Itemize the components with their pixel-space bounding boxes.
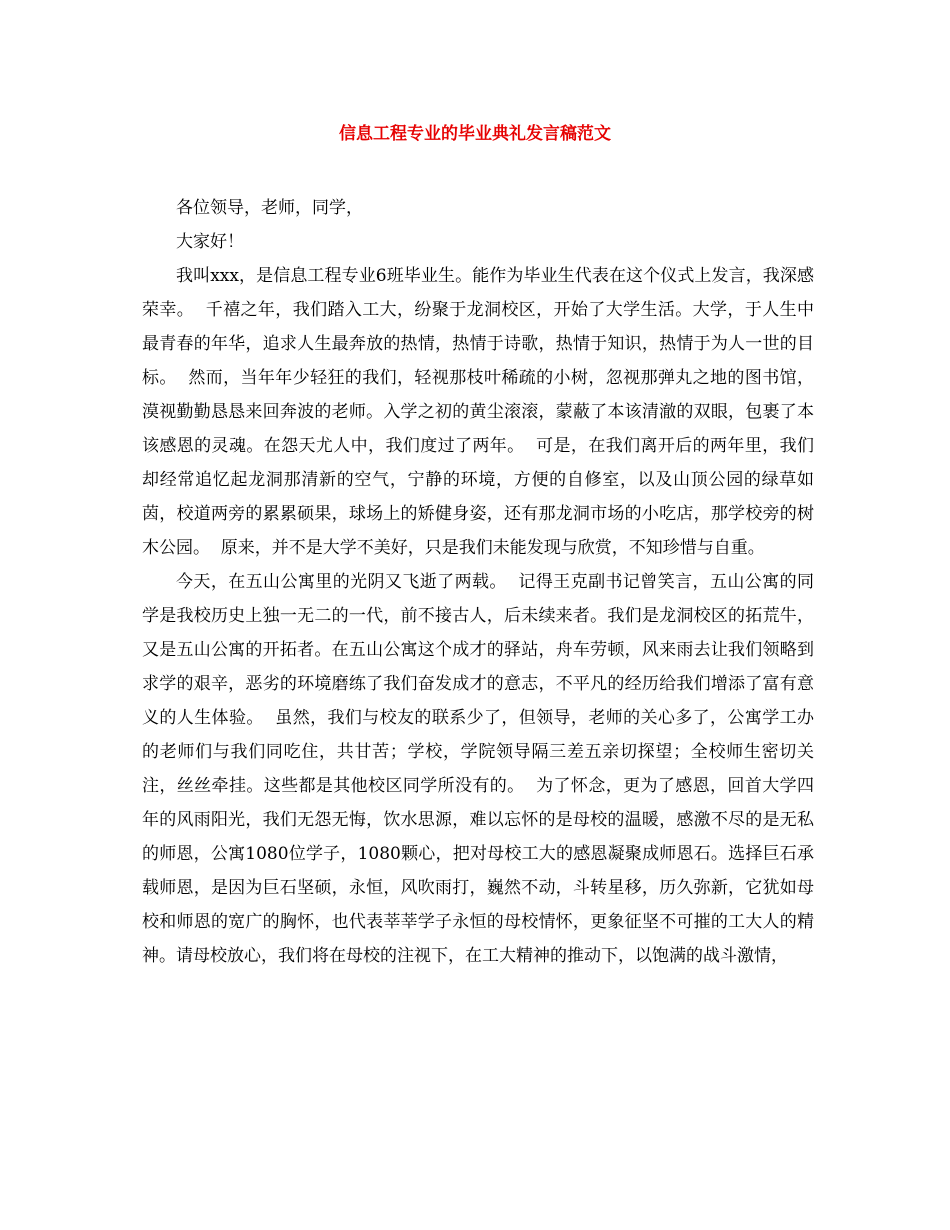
body-paragraph: 我叫xxx，是信息工程专业6班毕业生。能作为毕业生代表在这个仪式上发言，我深感荣幸。 千禧之年，我们踏入工大，纷聚于龙洞校区，开始了大学生活。大学，于人生中最青春的年华，追求人生最奔放的热情，热情于诗歌，热情于知识，热情于为人一世的目标。 然而，当年年少轻狂的我们，轻视那枝叶稀疏的小树，忽视那弹丸之地的图书馆，漠视勤勤恳恳来回奔波的老师。入学之初的黄尘滚滚，蒙蔽了本该清澈的双眼，包裹了本该感恩的灵魂。在怨天尤人中，我们度过了两年。 可是，在我们离开后的两年里，我们却经常追忆起龙洞那清新的空气，宁静的环境，方便的自修室，以及山顶公园的绿草如茵，校道两旁的累累硕果，球场上的矫健身姿，还有那龙洞市场的小吃店，那学校旁的树木公园。 原来，并不是大学不美好，只是我们未能发现与欣赏，不知珍惜与自重。 [142,266,814,558]
document-body [142,191,814,973]
greeting-paragraph: 各位领导，老师，同学， [176,198,363,218]
salutation-paragraph: 大家好！ [176,232,244,252]
body-paragraph: 今天，在五山公寓里的光阴又飞逝了两载。 记得王克副书记曾笑言，五山公寓的同学是我校历史上独一无二的一代，前不接古人，后未续来者。我们是龙洞校区的拓荒牛，又是五山公寓的开拓者。在五山公寓这个成才的驿站，舟车劳顿，风来雨去让我们领略到求学的艰辛，恶劣的环境磨练了我们奋发成才的意志，不平凡的经历给我们增添了富有意义的人生体验。 虽然，我们与校友的联系少了，但领导，老师的关心多了，公寓学工办的老师们与我们同吃住，共甘苦；学校，学院领导隔三差五亲切探望；全校师生密切关注，丝丝牵挂。这些都是其他校区同学所没有的。 为了怀念，更为了感恩，回首大学四年的风雨阳光，我们无怨无悔，饮水思源，难以忘怀的是母校的温暖，感激不尽的是无私的师恩，公寓1080位学子，1080颗心，把对母校工大的感恩凝聚成师恩石。选择巨石承载师恩，是因为巨石坚硕，永恒，风吹雨打，巍然不动，斗转星移，历久弥新，它犹如母校和师恩的宽广的胸怀，也代表莘莘学子永恒的母校情怀，更象征坚不可摧的工大人的精神。请母校放心，我们将在母校的注视下，在工大精神的推动下，以饱满的战斗激情， [142,572,814,966]
document-title: 信息工程专业的毕业典礼发言稿范文 [339,124,611,144]
